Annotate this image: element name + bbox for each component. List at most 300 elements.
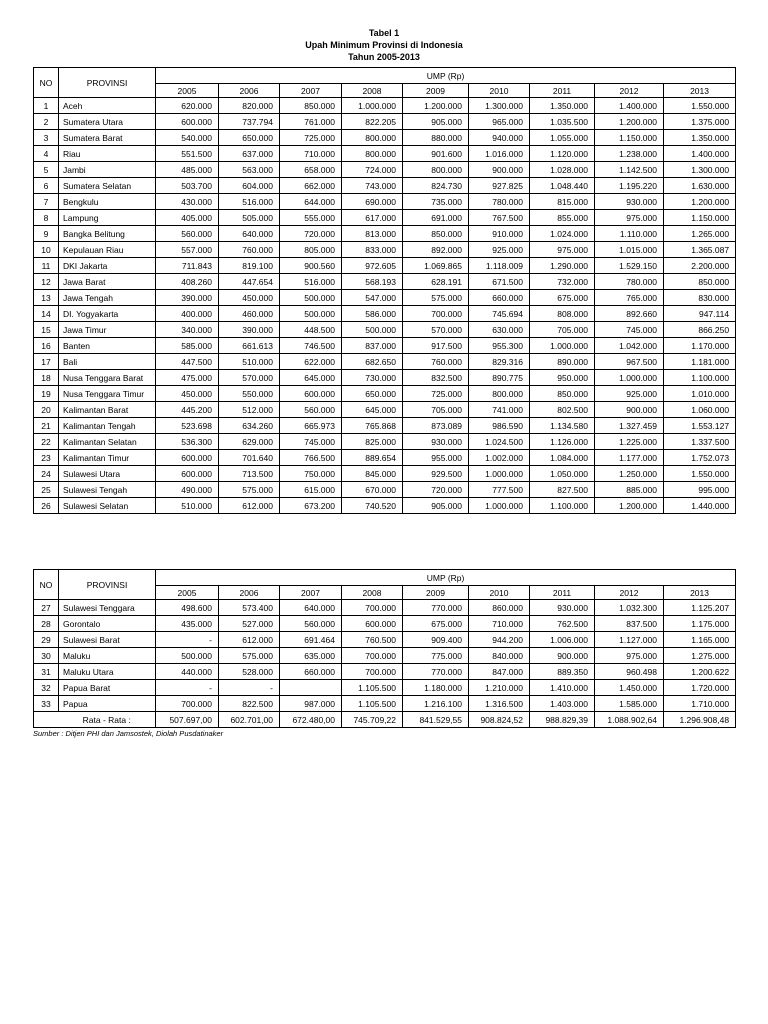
table-row [34,226,736,242]
province-name: Nusa Tenggara Barat [59,370,156,386]
ump-value-cell: 724.000 [342,162,403,178]
ump-value-cell: 972.605 [342,258,403,274]
ump-value-cell: 617.000 [342,210,403,226]
ump-value-cell: 866.250 [664,322,736,338]
average-row [34,712,736,728]
year-header: 2006 [219,586,280,600]
ump-value-cell: 568.193 [342,274,403,290]
ump-value-cell: 503.700 [156,178,219,194]
ump-value-cell: 766.500 [280,450,342,466]
ump-value-cell: 1.337.500 [664,434,736,450]
year-header: 2011 [530,586,595,600]
row-number: 21 [34,418,59,434]
ump-value-cell: 822.500 [219,696,280,712]
ump-value-cell: 925.000 [469,242,530,258]
ump-value-cell: 735.000 [403,194,469,210]
ump-value-cell: 512.000 [219,402,280,418]
ump-value-cell: 740.520 [342,498,403,514]
ump-value-cell: 910.000 [469,226,530,242]
ump-value-cell: 837.000 [342,338,403,354]
province-name: Banten [59,338,156,354]
province-name: Gorontalo [59,616,156,632]
column-header-no: NO [34,570,59,600]
province-name: Jambi [59,162,156,178]
ump-value-cell: 800.000 [342,130,403,146]
ump-value-cell: 955.000 [403,450,469,466]
ump-value-cell: 1.181.000 [664,354,736,370]
ump-value-cell: 1.042.000 [595,338,664,354]
ump-value-cell: 1.105.500 [342,696,403,712]
ump-value-cell: 671.500 [469,274,530,290]
table-row [34,632,736,648]
row-number: 32 [34,680,59,696]
ump-value-cell: 516.000 [280,274,342,290]
ump-value-cell: 1.010.000 [664,386,736,402]
ump-value-cell: 890.775 [469,370,530,386]
ump-value-cell: 1.126.000 [530,434,595,450]
ump-value-cell: 662.000 [280,178,342,194]
ump-value-cell: 760.000 [403,354,469,370]
ump-value-cell: 800.000 [342,146,403,162]
ump-value-cell: 1.035.500 [530,114,595,130]
ump-value-cell: 710.000 [280,146,342,162]
ump-value-cell: 1.165.000 [664,632,736,648]
ump-value-cell: 1.250.000 [595,466,664,482]
ump-value-cell: 745.000 [595,322,664,338]
ump-value-cell: 1.177.000 [595,450,664,466]
ump-value-cell: 500.000 [280,306,342,322]
ump-value-cell: 710.000 [469,616,530,632]
ump-value-cell: 430.000 [156,194,219,210]
ump-value-cell: 1.100.000 [664,370,736,386]
province-name: Jawa Timur [59,322,156,338]
province-name: Papua [59,696,156,712]
ump-table-part-2 [33,569,736,728]
ump-value-cell: 675.000 [530,290,595,306]
ump-value-cell: 705.000 [403,402,469,418]
ump-value-cell: 1.100.000 [530,498,595,514]
ump-value-cell: 450.000 [219,290,280,306]
ump-value-cell: 975.000 [595,210,664,226]
ump-value-cell: 900.000 [595,402,664,418]
ump-value-cell: 408.260 [156,274,219,290]
ump-value-cell: 700.000 [342,664,403,680]
table-row [34,162,736,178]
province-name: Lampung [59,210,156,226]
ump-value-cell: 1.200.000 [664,194,736,210]
province-name: Sulawesi Utara [59,466,156,482]
ump-value-cell: 1.134.580 [530,418,595,434]
ump-value-cell: 2.200.000 [664,258,736,274]
table-row [34,354,736,370]
column-header-no: NO [34,68,59,98]
ump-value-cell: 1.125.207 [664,600,736,616]
ump-value-cell: 745.000 [280,434,342,450]
ump-value-cell: 1.118.009 [469,258,530,274]
ump-value-cell: - [219,680,280,696]
ump-value-cell: 833.000 [342,242,403,258]
ump-value-cell: 760.000 [219,242,280,258]
column-header-province: PROVINSI [59,68,156,98]
ump-value-cell: 550.000 [219,386,280,402]
ump-value-cell: 967.500 [595,354,664,370]
ump-value-cell: 691.464 [280,632,342,648]
ump-value-cell: 940.000 [469,130,530,146]
average-value-cell: 908.824,52 [469,712,530,728]
ump-value-cell: 612.000 [219,498,280,514]
ump-value-cell: 665.973 [280,418,342,434]
ump-value-cell: 965.000 [469,114,530,130]
ump-value-cell: 765.868 [342,418,403,434]
ump-value-cell: 1.450.000 [595,680,664,696]
ump-value-cell: 660.000 [280,664,342,680]
ump-value-cell: 1.180.000 [403,680,469,696]
ump-value-cell: 750.000 [280,466,342,482]
ump-value-cell: 813.000 [342,226,403,242]
table-row [34,114,736,130]
table-row [34,130,736,146]
ump-value-cell: 827.500 [530,482,595,498]
row-number: 28 [34,616,59,632]
table-row [34,418,736,434]
ump-value-cell: 1.553.127 [664,418,736,434]
ump-value-cell: 1.015.000 [595,242,664,258]
ump-value-cell: 780.000 [469,194,530,210]
row-number: 25 [34,482,59,498]
ump-value-cell: 944.200 [469,632,530,648]
table-row [34,178,736,194]
ump-value-cell: 645.000 [342,402,403,418]
row-number: 15 [34,322,59,338]
row-number: 19 [34,386,59,402]
ump-value-cell: 405.000 [156,210,219,226]
ump-value-cell: 510.000 [156,498,219,514]
ump-value-cell: 800.000 [469,386,530,402]
ump-value-cell: 1.403.000 [530,696,595,712]
ump-value-cell: 775.000 [403,648,469,664]
ump-value-cell: 947.114 [664,306,736,322]
province-name: DI. Yogyakarta [59,306,156,322]
average-value-cell: 745.709,22 [342,712,403,728]
ump-value-cell: 445.200 [156,402,219,418]
row-number: 16 [34,338,59,354]
ump-value-cell: 929.500 [403,466,469,482]
ump-value-cell: 822.205 [342,114,403,130]
ump-value-cell: 1.440.000 [664,498,736,514]
ump-value-cell: 890.000 [530,354,595,370]
ump-value-cell: 1.150.000 [595,130,664,146]
row-number: 6 [34,178,59,194]
ump-value-cell: 1.265.000 [664,226,736,242]
year-header: 2013 [664,84,736,98]
ump-value-cell: 824.730 [403,178,469,194]
average-row-blank [34,712,59,728]
ump-value-cell: 500.000 [280,290,342,306]
province-name: Kalimantan Barat [59,402,156,418]
ump-value-cell: 700.000 [156,696,219,712]
year-header: 2012 [595,84,664,98]
ump-value-cell: 1.016.000 [469,146,530,162]
ump-value-cell: 770.000 [403,664,469,680]
province-name: Sulawesi Barat [59,632,156,648]
ump-value-cell: 837.500 [595,616,664,632]
province-name: Jawa Tengah [59,290,156,306]
province-name: Papua Barat [59,680,156,696]
province-name: Bangka Belitung [59,226,156,242]
ump-value-cell: 573.400 [219,600,280,616]
ump-value-cell: 700.000 [403,306,469,322]
province-name: Maluku [59,648,156,664]
province-name: Sulawesi Tenggara [59,600,156,616]
ump-value-cell: 658.000 [280,162,342,178]
ump-value-cell: 635.000 [280,648,342,664]
ump-value-cell: 390.000 [219,322,280,338]
year-header: 2008 [342,84,403,98]
row-number: 11 [34,258,59,274]
table-body [34,600,736,728]
table-row [34,616,736,632]
ump-value-cell: 1.529.150 [595,258,664,274]
ump-value-cell: 1.550.000 [664,98,736,114]
ump-value-cell: 1.127.000 [595,632,664,648]
ump-value-cell: 829.316 [469,354,530,370]
average-value-cell: 1.296.908,48 [664,712,736,728]
ump-value-cell: 1.350.000 [664,130,736,146]
ump-value-cell: 711.843 [156,258,219,274]
ump-value-cell: 340.000 [156,322,219,338]
province-name: Nusa Tenggara Timur [59,386,156,402]
year-header: 2005 [156,84,219,98]
ump-value-cell: 1.002.000 [469,450,530,466]
ump-value-cell: 570.000 [219,370,280,386]
ump-value-cell: 720.000 [403,482,469,498]
ump-value-cell: 1.400.000 [595,98,664,114]
ump-value-cell: 889.654 [342,450,403,466]
ump-value-cell: 615.000 [280,482,342,498]
ump-value-cell: 1.069.865 [403,258,469,274]
table-row [34,434,736,450]
year-header: 2008 [342,586,403,600]
ump-table-part-1 [33,67,736,514]
table-row [34,696,736,712]
ump-value-cell: 1.000.000 [530,338,595,354]
province-name: Kalimantan Timur [59,450,156,466]
province-name: Aceh [59,98,156,114]
row-number: 20 [34,402,59,418]
ump-value-cell: 1.084.000 [530,450,595,466]
table-row [34,680,736,696]
table-row [34,386,736,402]
ump-value-cell: 1.032.300 [595,600,664,616]
table-title: Tabel 1 [368,28,400,38]
average-value-cell: 988.829,39 [530,712,595,728]
column-header-ump: UMP (Rp) [156,68,736,84]
year-header: 2009 [403,84,469,98]
ump-value-cell: 909.400 [403,632,469,648]
ump-value-cell: 600.000 [156,114,219,130]
ump-value-cell: 725.000 [280,130,342,146]
ump-value-cell: 660.000 [469,290,530,306]
ump-value-cell: 777.500 [469,482,530,498]
ump-value-cell: 745.694 [469,306,530,322]
ump-value-cell: 960.498 [595,664,664,680]
table-row [34,466,736,482]
ump-value-cell: 805.000 [280,242,342,258]
ump-value-cell: 780.000 [595,274,664,290]
year-header: 2010 [469,586,530,600]
ump-value-cell: 1.200.000 [403,98,469,114]
ump-value-cell: 802.500 [530,402,595,418]
year-header: 2006 [219,84,280,98]
row-number: 1 [34,98,59,114]
row-number: 29 [34,632,59,648]
ump-value-cell: - [156,680,219,696]
ump-value-cell: 500.000 [156,648,219,664]
ump-value-cell: 629.000 [219,434,280,450]
ump-value-cell: 1.210.000 [469,680,530,696]
ump-value-cell: 650.000 [342,386,403,402]
ump-value-cell: 560.000 [280,616,342,632]
table-row [34,482,736,498]
ump-value-cell: 815.000 [530,194,595,210]
table-row [34,370,736,386]
ump-value-cell: 447.654 [219,274,280,290]
ump-value-cell: 1.375.000 [664,114,736,130]
ump-value-cell: 1.000.000 [342,98,403,114]
ump-value-cell: 673.200 [280,498,342,514]
average-value-cell: 507.697,00 [156,712,219,728]
table-row [34,98,736,114]
ump-value-cell: 1.200.622 [664,664,736,680]
year-header: 2007 [280,586,342,600]
province-name: Bali [59,354,156,370]
ump-value-cell: 634.260 [219,418,280,434]
ump-value-cell: 1.170.000 [664,338,736,354]
province-name: Sumatera Barat [59,130,156,146]
average-label: Rata - Rata : [59,712,156,728]
table-row [34,146,736,162]
ump-value-cell: 825.000 [342,434,403,450]
ump-value-cell: 1.216.100 [403,696,469,712]
ump-value-cell: 1.710.000 [664,696,736,712]
ump-value-cell: 900.000 [469,162,530,178]
ump-value-cell: 628.191 [403,274,469,290]
ump-value-cell: 585.000 [156,338,219,354]
ump-value-cell: 516.000 [219,194,280,210]
ump-value-cell: 682.650 [342,354,403,370]
ump-value-cell: 873.089 [403,418,469,434]
ump-value-cell: 1.238.000 [595,146,664,162]
ump-value-cell: 1.060.000 [664,402,736,418]
row-number: 33 [34,696,59,712]
ump-value-cell: 850.000 [280,98,342,114]
ump-value-cell: 540.000 [156,130,219,146]
ump-value-cell: 1.365.087 [664,242,736,258]
ump-value-cell: 820.000 [219,98,280,114]
ump-value-cell: 645.000 [280,370,342,386]
ump-value-cell: 630.000 [469,322,530,338]
ump-value-cell: 644.000 [280,194,342,210]
ump-value-cell: 575.000 [219,648,280,664]
ump-value-cell: 1.028.000 [530,162,595,178]
ump-value-cell: 448.500 [280,322,342,338]
ump-value-cell: 575.000 [219,482,280,498]
table-subtitle: Upah Minimum Provinsi di Indonesia [305,40,463,50]
ump-value-cell: 1.050.000 [530,466,595,482]
ump-value-cell: 612.000 [219,632,280,648]
table-row [34,306,736,322]
ump-value-cell: 986.590 [469,418,530,434]
ump-value-cell: 510.000 [219,354,280,370]
ump-value-cell: 1.720.000 [664,680,736,696]
table-title-block [0,27,768,63]
ump-value-cell: 1.752.073 [664,450,736,466]
ump-value-cell: 900.000 [530,648,595,664]
ump-value-cell: 855.000 [530,210,595,226]
ump-value-cell: 705.000 [530,322,595,338]
province-name: Kalimantan Selatan [59,434,156,450]
year-header: 2012 [595,586,664,600]
row-number: 27 [34,600,59,616]
ump-value-cell: 1.048.440 [530,178,595,194]
row-number: 9 [34,226,59,242]
ump-value-cell: 905.000 [403,114,469,130]
year-header: 2007 [280,84,342,98]
ump-value-cell: 536.300 [156,434,219,450]
province-name: Kalimantan Tengah [59,418,156,434]
ump-value-cell: 930.000 [595,194,664,210]
province-name: DKI Jakarta [59,258,156,274]
ump-value-cell: 560.000 [156,226,219,242]
ump-value-cell: 675.000 [403,616,469,632]
ump-value-cell: 440.000 [156,664,219,680]
ump-value-cell: 560.000 [280,402,342,418]
ump-value-cell: 741.000 [469,402,530,418]
ump-value-cell: 850.000 [403,226,469,242]
row-number: 14 [34,306,59,322]
ump-value-cell: 620.000 [156,98,219,114]
ump-value-cell: 885.000 [595,482,664,498]
ump-value-cell: 1.055.000 [530,130,595,146]
table-row [34,338,736,354]
ump-value-cell: 604.000 [219,178,280,194]
ump-value-cell: 1.327.459 [595,418,664,434]
ump-value-cell: 460.000 [219,306,280,322]
row-number: 2 [34,114,59,130]
ump-value-cell: 557.000 [156,242,219,258]
table-row [34,258,736,274]
table-row [34,664,736,680]
ump-value-cell: 450.000 [156,386,219,402]
ump-value-cell: 1.350.000 [530,98,595,114]
ump-value-cell: 1.150.000 [664,210,736,226]
ump-value-cell: 528.000 [219,664,280,680]
ump-value-cell: 1.000.000 [595,370,664,386]
row-number: 18 [34,370,59,386]
table-row [34,290,736,306]
ump-value-cell: 600.000 [156,450,219,466]
ump-value-cell: 1.550.000 [664,466,736,482]
row-number: 23 [34,450,59,466]
ump-value-cell: 701.640 [219,450,280,466]
source-note: Sumber : Ditjen PHI dan Jamsostek, Diolah Pusdatinaker [33,729,224,738]
ump-value-cell: 762.500 [530,616,595,632]
year-header: 2010 [469,84,530,98]
table-row [34,194,736,210]
ump-value-cell: 637.000 [219,146,280,162]
ump-value-cell: 955.300 [469,338,530,354]
ump-value-cell: 987.000 [280,696,342,712]
